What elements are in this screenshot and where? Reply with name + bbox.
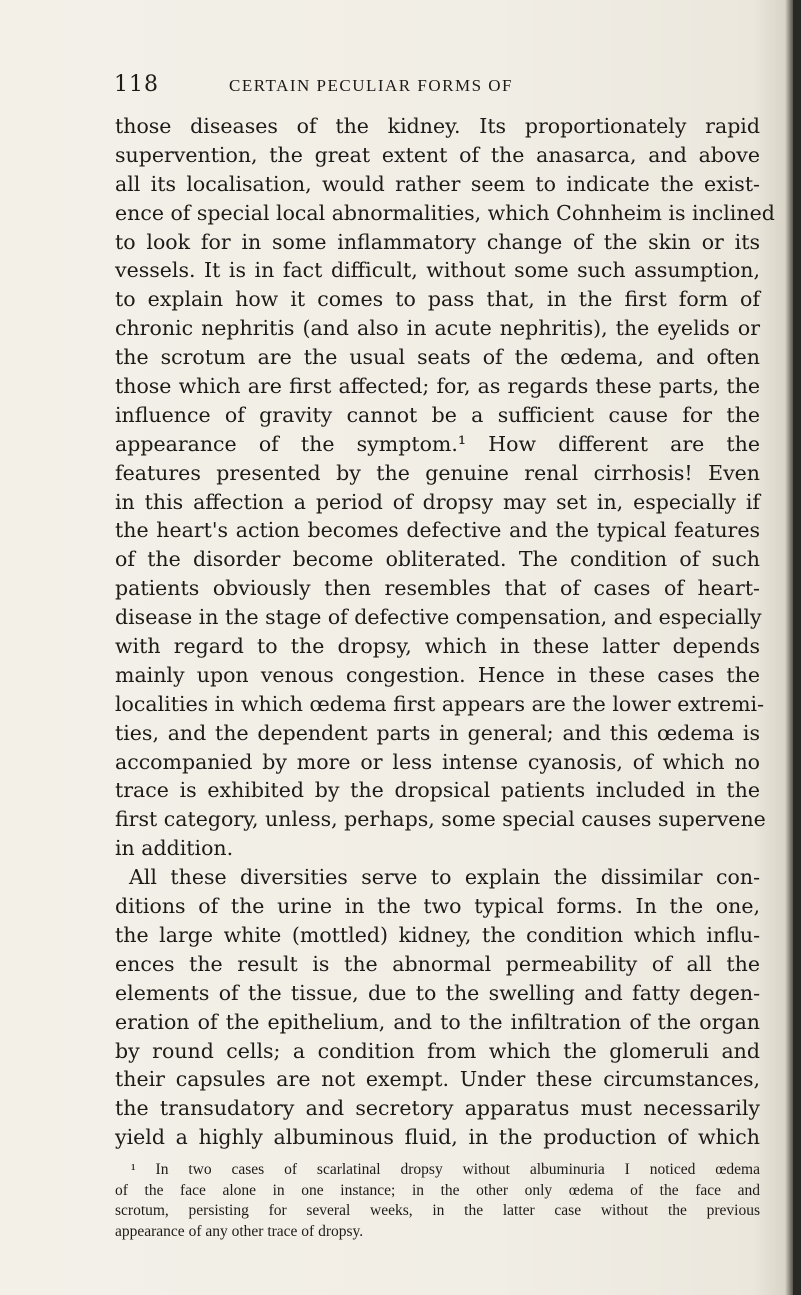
body-text [115,112,775,1152]
text-line: to look for in some inflammatory change of the skin or its [115,229,760,254]
text-line: ences the result is the abnormal permeability of all the [115,951,760,976]
running-head: CERTAIN PECULIAR FORMS OF [229,76,514,95]
footnote-line: scrotum, persisting for several weeks, in the latter case without the previous [115,1202,760,1219]
page-header [114,72,714,102]
text-line: disease in the stage of defective compensation, and especially [115,605,762,630]
text-line: appearance of the symptom.¹ How different are the [115,431,760,456]
text-line: the scrotum are the usual seats of the œdema, and often [115,345,760,370]
text-line: the heart's action becomes defective and the typical features [115,518,760,543]
text-line: in this affection a period of dropsy may set in, especially if [115,489,760,514]
text-line: with regard to the dropsy, which in these latter depends [115,634,760,659]
text-line: mainly upon venous congestion. Hence in these cases the [115,662,760,687]
text-line: first category, unless, perhaps, some special causes supervene [115,807,766,832]
text-line: vessels. It is in fact difficult, without some such assumption, [115,258,760,283]
text-line: chronic nephritis (and also in acute nephritis), the eyelids or [115,316,760,341]
footnote-line: of the face alone in one instance; in the other only œdema of the face and [115,1181,760,1199]
text-line: by round cells; a condition from which the glomeruli and [115,1038,760,1063]
footnote-line: appearance of any other trace of dropsy. [115,1222,364,1240]
page-number: 118 [114,72,159,97]
text-line: eration of the epithelium, and to the infiltration of the organ [115,1009,760,1034]
footnote-line: ¹ In two cases of scarlatinal dropsy without albuminuria I noticed œdema [131,1161,760,1178]
text-line: ence of special local abnormalities, which Cohnheim is inclined [115,200,775,225]
text-line: trace is exhibited by the dropsical patients included in the [115,778,760,803]
text-line: ditions of the urine in the two typical forms. In the one, [115,894,760,919]
text-line: localities in which œdema first appears are the lower extremi- [115,691,765,716]
text-line: to explain how it comes to pass that, in the first form of [115,287,760,312]
text-line: those which are first affected; for, as regards these parts, the [115,374,760,399]
text-line: in addition. [115,836,234,861]
text-line: their capsules are not exempt. Under these circumstances, [115,1067,760,1092]
book-spine-edge [793,0,801,1295]
text-line: influence of gravity cannot be a sufficient cause for the [115,402,760,427]
footnote [115,1160,760,1242]
text-line: All these diversities serve to explain the dissimilar con- [129,865,760,890]
text-line: of the disorder become obliterated. The condition of such [115,547,760,572]
text-line: all its localisation, would rather seem to indicate the exist- [115,171,760,196]
text-line: features presented by the genuine renal cirrhosis! Even [115,460,760,485]
text-line: supervention, the great extent of the anasarca, and above [115,142,760,167]
text-line: ties, and the dependent parts in general; and this œdema is [115,720,760,745]
text-line: the large white (mottled) kidney, the condition which influ- [115,922,760,947]
text-line: yield a highly albuminous fluid, in the production of which [115,1125,760,1150]
text-line: those diseases of the kidney. Its proportionately rapid [115,114,760,138]
text-line: patients obviously then resembles that of cases of heart- [115,576,760,601]
text-line: the transudatory and secretory apparatus must necessarily [115,1096,760,1121]
text-line: elements of the tissue, due to the swelling and fatty degen- [115,980,760,1005]
text-line: accompanied by more or less intense cyanosis, of which no [115,749,760,774]
